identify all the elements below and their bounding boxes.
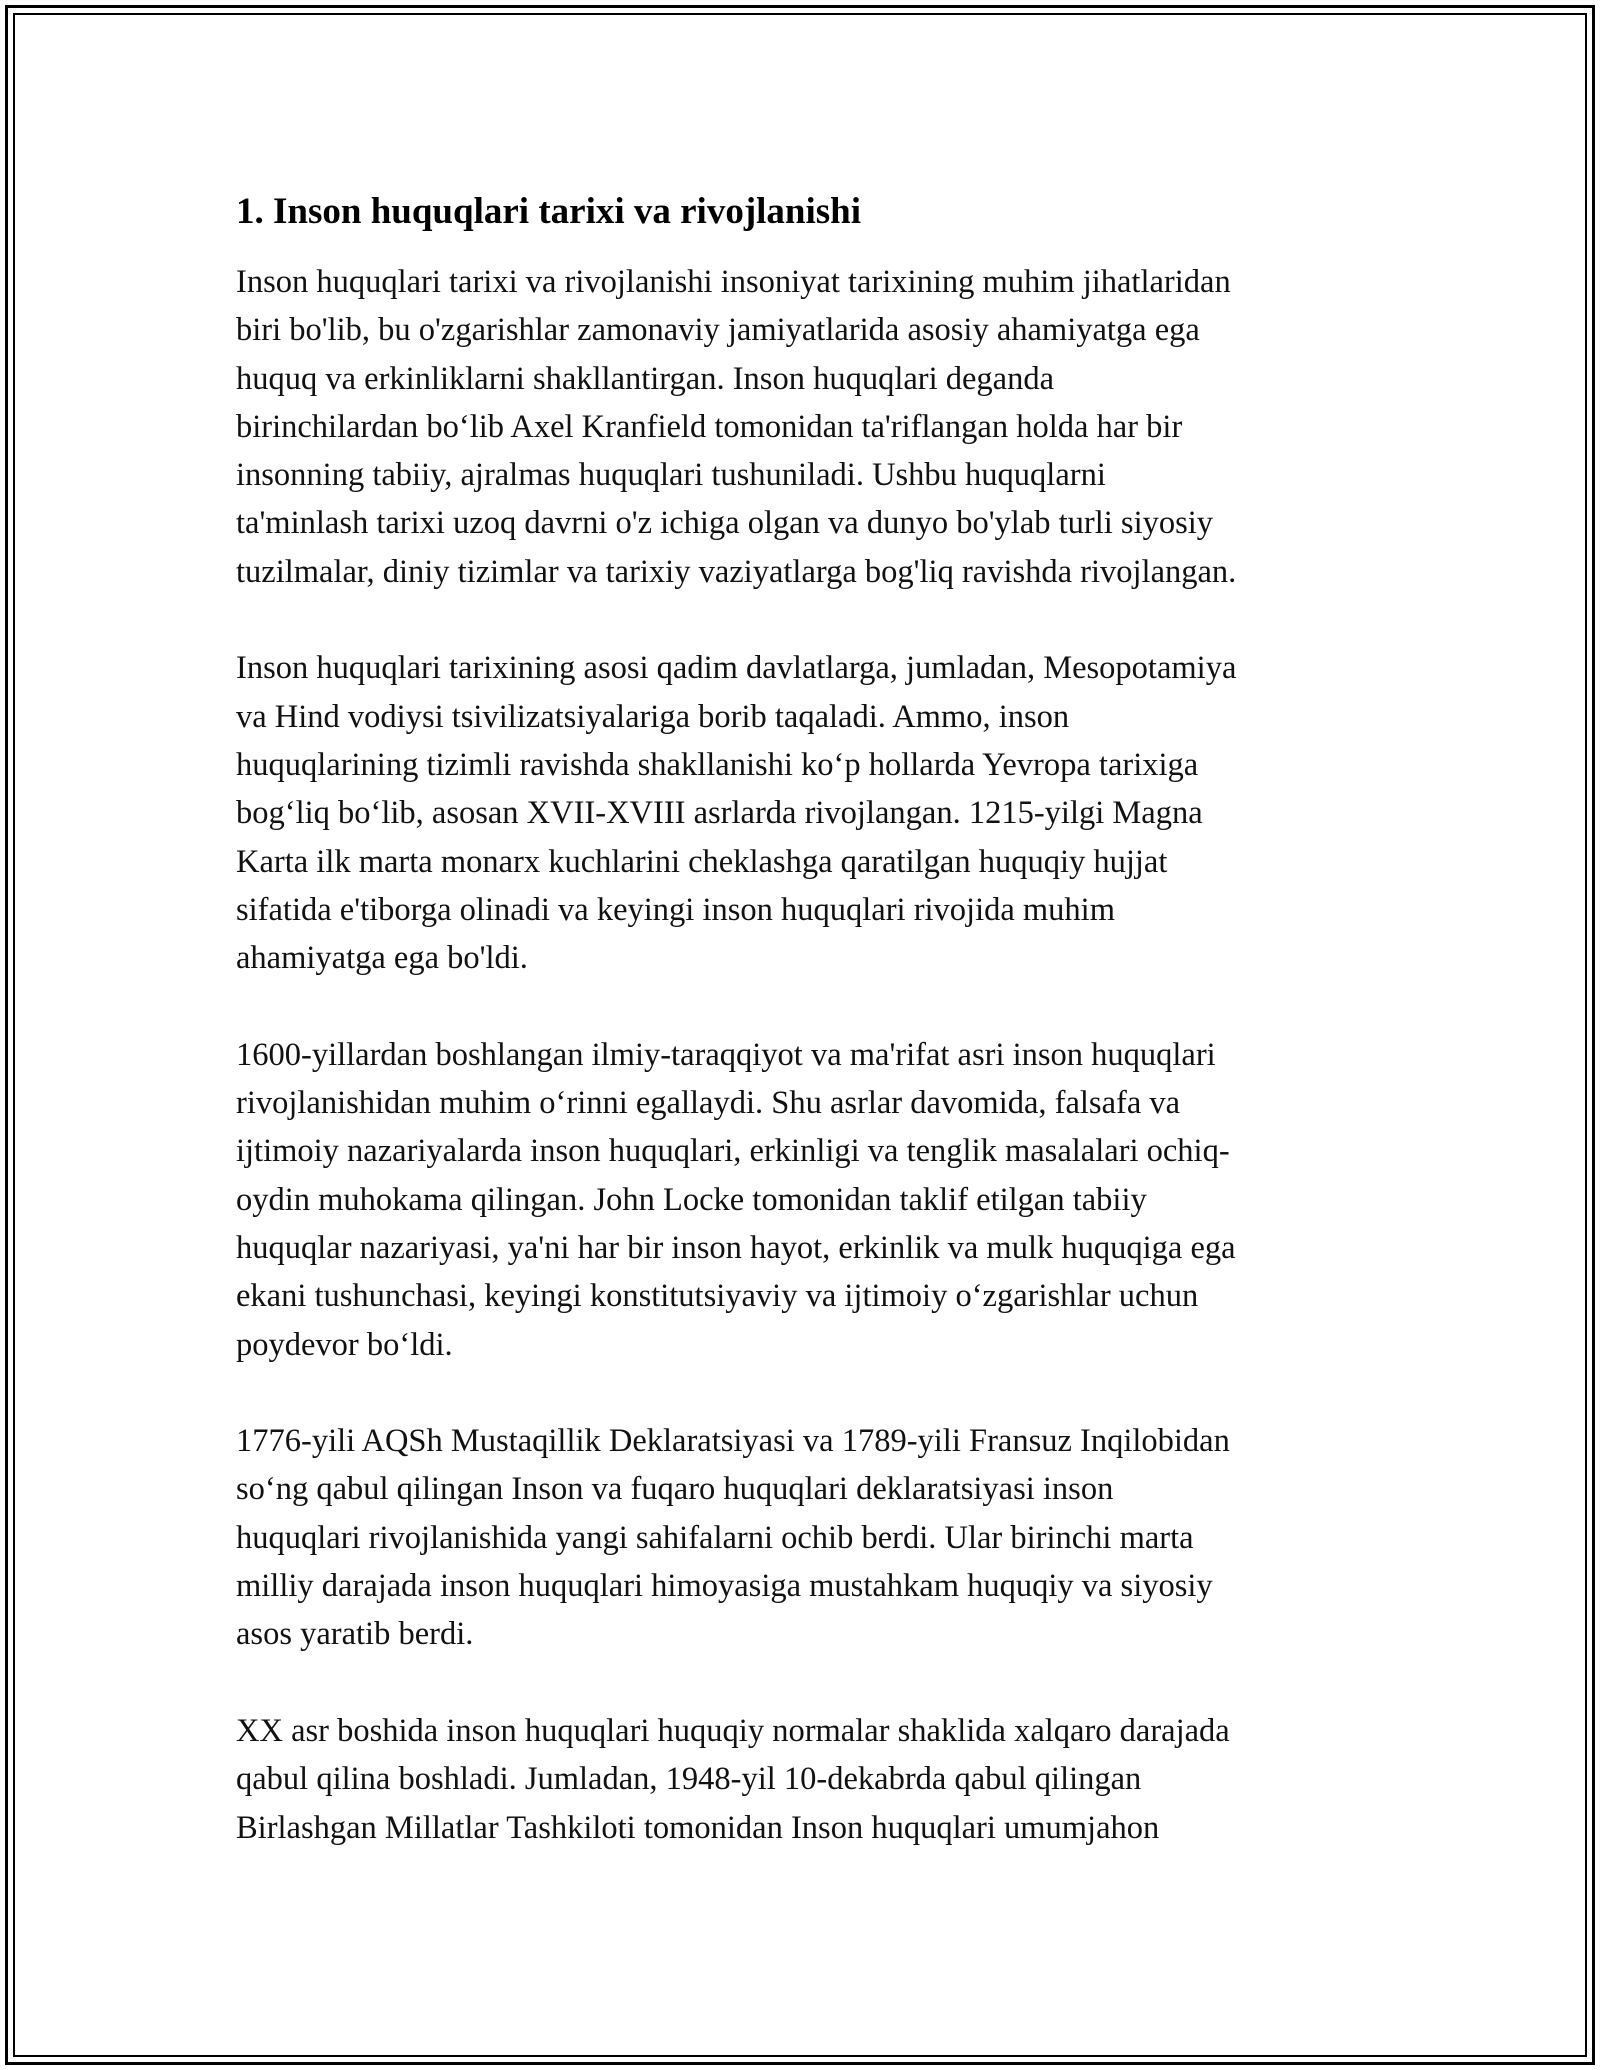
paragraph-line: milliy darajada inson huquqlari himoyasiga mustahkam huquqiy va siyosiy (236, 1568, 1213, 1605)
paragraph-line: qabul qilina boshladi. Jumladan, 1948-yil 10-dekabrda qabul qilingan (236, 1761, 1142, 1798)
paragraph-line: insonning tabiiy, ajralmas huquqlari tushuniladi. Ushbu huquqlarni (236, 457, 1106, 494)
paragraph-3 (236, 1031, 1396, 1369)
paragraph-line: huquqlar nazariyasi, ya'ni har bir inson hayot, erkinlik va mulk huquqiga ega (236, 1229, 1236, 1266)
paragraph-line: oydin muhokama qilingan. John Locke tomonidan taklif etilgan tabiiy (236, 1181, 1147, 1218)
paragraph-line: sifatida e'tiborga olinadi va keyingi inson huquqlari rivojida muhim (236, 891, 1115, 928)
paragraph-line: asos yaratib berdi. (236, 1616, 474, 1653)
paragraph-line: bog‘liq bo‘lib, asosan XVII-XVIII asrlarda rivojlangan. 1215-yilgi Magna (236, 795, 1203, 832)
paragraph-line: Inson huquqlari tarixining asosi qadim davlatlarga, jumladan, Mesopotamiya (236, 650, 1237, 687)
paragraph-1 (236, 258, 1396, 596)
paragraph-2 (236, 644, 1396, 982)
paragraph-line: biri bo'lib, bu o'zgarishlar zamonaviy jamiyatlarida asosiy ahamiyatga ega (236, 312, 1200, 349)
document-body (236, 188, 1396, 1900)
paragraph-line: huquqlarining tizimli ravishda shakllanishi ko‘p hollarda Yevropa tarixiga (236, 746, 1199, 783)
paragraph-line: poydevor bo‘ldi. (236, 1326, 453, 1363)
paragraph-line: so‘ng qabul qilingan Inson va fuqaro huquqlari deklaratsiyasi inson (236, 1471, 1114, 1508)
paragraph-4 (236, 1417, 1396, 1658)
paragraph-5 (236, 1707, 1396, 1852)
paragraph-line: birinchilardan bo‘lib Axel Kranfield tomonidan ta'riflangan holda har bir (236, 408, 1183, 445)
paragraph-line: Inson huquqlari tarixi va rivojlanishi insoniyat tarixining muhim jihatlaridan (236, 264, 1231, 300)
paragraph-line: XX asr boshida inson huquqlari huquqiy normalar shaklida xalqaro darajada (236, 1712, 1230, 1749)
paragraph-line: huquq va erkinliklarni shakllantirgan. Inson huquqlari deganda (236, 360, 1055, 397)
paragraph-line: ekani tushunchasi, keyingi konstitutsiyaviy va ijtimoiy o‘zgarishlar uchun (236, 1278, 1199, 1315)
paragraph-line: ahamiyatga ega bo'ldi. (236, 940, 528, 977)
paragraph-line: tuzilmalar, diniy tizimlar va tarixiy vaziyatlarga bog'liq ravishda rivojlangan. (236, 553, 1237, 590)
paragraph-line: ta'minlash tarixi uzoq davrni o'z ichiga olgan va dunyo bo'ylab turli siyosiy (236, 505, 1214, 542)
section-heading: 1. Inson huquqlari tarixi va rivojlanishi (236, 191, 862, 232)
paragraph-line: 1776-yili AQSh Mustaqillik Deklaratsiyasi va 1789-yili Fransuz Inqilobidan (236, 1423, 1230, 1460)
paragraph-line: rivojlanishidan muhim o‘rinni egallaydi. Shu asrlar davomida, falsafa va (236, 1085, 1181, 1122)
paragraph-line: huquqlari rivojlanishida yangi sahifalarni ochib berdi. Ular birinchi marta (236, 1519, 1194, 1556)
paragraph-line: Karta ilk marta monarx kuchlarini cheklashga qaratilgan huquqiy hujjat (236, 843, 1168, 880)
paragraph-line: Birlashgan Millatlar Tashkiloti tomonidan Inson huquqlari umumjahon (236, 1809, 1160, 1846)
paragraph-line: 1600-yillardan boshlangan ilmiy-taraqqiyot va ma'rifat asri inson huquqlari (236, 1036, 1216, 1073)
paragraph-line: ijtimoiy nazariyalarda inson huquqlari, erkinligi va tenglik masalalari ochiq- (236, 1133, 1230, 1170)
paragraph-line: va Hind vodiysi tsivilizatsiyalariga borib taqaladi. Ammo, inson (236, 698, 1070, 735)
